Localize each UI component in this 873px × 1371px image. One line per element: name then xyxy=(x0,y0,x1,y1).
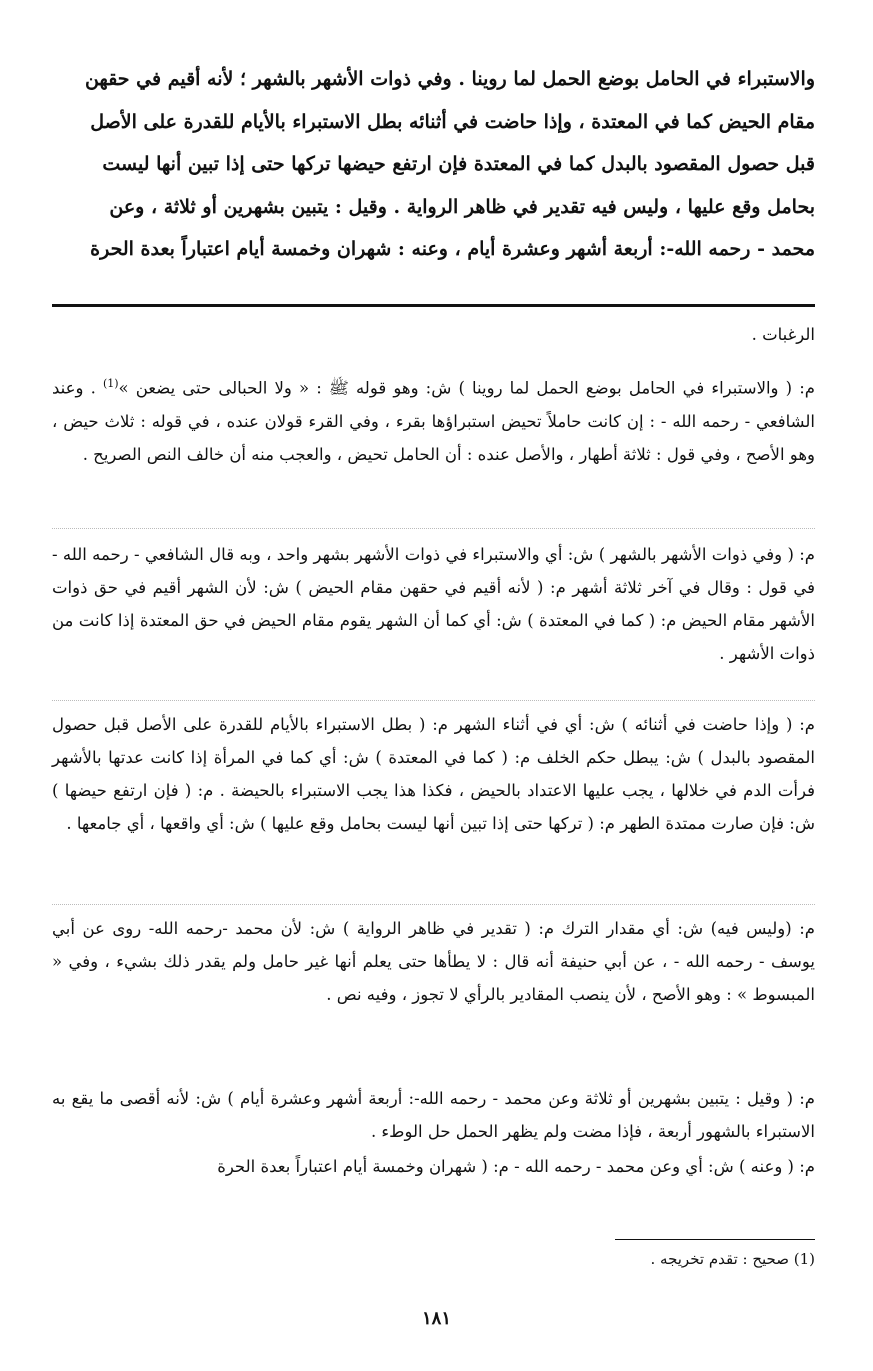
commentary-paragraph: م: ( وعنه ) ش: أي وعن محمد - رحمه الله - م: ( شهران وخمسة أيام اعتباراً بعدة الحرة xyxy=(217,1157,815,1176)
commentary-paragraph: م: ( وقيل : يتبين بشهرين أو ثلاثة وعن محمد - رحمه الله-: أربعة أشهر وعشرة أيام ) ش: لأنه أقصى ما يقع به الاستبراء بالشهور أربعة ، فإذا مضت ولم يظهر الحمل حل الوطء . xyxy=(52,1089,815,1141)
paragraph-divider xyxy=(52,528,815,529)
paragraph-divider xyxy=(52,700,815,701)
footnote-marker: (1) xyxy=(102,377,119,390)
footnote: (1) صحيح : تقدم تخريجه . xyxy=(650,1250,815,1268)
matn-line: محمد - رحمه الله-: أربعة أشهر وعشرة أيام ، وعنه : شهران وخمسة أيام اعتباراً بعدة الحرة xyxy=(90,238,815,260)
footnote-rule xyxy=(615,1239,815,1240)
commentary-text: م: ( والاستبراء في الحامل بوضع الحمل لما روينا ) ش: وهو قوله ﷺ : « ولا الحبالى حتى يضعن » xyxy=(118,378,815,398)
page-number: ١٨١ xyxy=(421,1308,451,1329)
commentary-text: . وعند الشافعي - رحمه الله - : إن كانت حاملاً تحيض استبراؤها بقرء ، وفي القرء قولان عنده ، في قوله : ثلاث حيض ، وهو الأصح ، وفي قول : ثلاثة أطهار ، والأصل عنده : أن الحامل تحيض ، والعجب منه أن خالف النص الصريح . xyxy=(52,378,815,464)
matn-line: بحامل وقع عليها ، وليس فيه تقدير في ظاهر الرواية . وقيل : يتبين بشهرين أو ثلاثة ، وعن xyxy=(109,195,815,218)
commentary-continuation: الرغبات . xyxy=(751,325,815,344)
matn-block xyxy=(52,58,815,271)
paragraph-divider xyxy=(52,904,815,905)
matn-line: والاستبراء في الحامل بوضع الحمل لما روينا . وفي ذوات الأشهر بالشهر ؛ لأنه أقيم في حقهن xyxy=(84,68,815,90)
separator-rule xyxy=(52,304,815,307)
commentary-paragraph: م: (وليس فيه) ش: أي مقدار الترك م: ( تقدير في ظاهر الرواية ) ش: لأن محمد -رحمه الله- روى عن أبي يوسف - رحمه الله - ، عن أبي حنيفة أنه قال : لا يطأها حتى يعلم أنها غير حامل ولم يقدر ذلك بشيء ، وفي « المبسوط » : وهو الأصح ، لأن ينصب المقادير بالرأي لا تجوز ، وفيه نص . xyxy=(52,919,815,1004)
commentary-paragraph: م: ( وفي ذوات الأشهر بالشهر ) ش: أي والاستبراء في ذوات الأشهر بشهر واحد ، وبه قال الشافعي - رحمه الله - في قول : وقال في آخر ثلاثة أشهر م: ( لأنه أقيم في حقهن مقام الحيض ) ش: لأن الشهر أقيم في حق ذوات الأشهر مقام الحيض م: ( كما في المعتدة ) ش: أي كما أن الشهر يقوم مقام الحيض في حق المعتدة إذا كانت من ذوات الأشهر . xyxy=(52,545,815,663)
commentary-paragraph xyxy=(52,367,815,471)
matn-line: قبل حصول المقصود بالبدل كما في المعتدة فإن ارتفع حيضها تركها حتى إذا تبين أنها ليست xyxy=(102,153,815,175)
matn-line: مقام الحيض كما في المعتدة ، وإذا حاضت في أثنائه بطل الاستبراء بالأيام للقدرة على الأصل xyxy=(90,110,815,133)
commentary-paragraph: م: ( وإذا حاضت في أثنائه ) ش: أي في أثناء الشهر م: ( بطل الاستبراء بالأيام للقدرة على الأصل قبل حصول المقصود بالبدل ) ش: يبطل حكم الخلف م: ( كما في المعتدة ) ش: أي كما في المرأة إذا كانت عدتها بالأشهر فرأت الدم في خلالها ، يجب عليها الاعتداد بالحيض ، فكذا هذا يجب الاستبراء بالحيضة . م: ( فإن ارتفع حيضها ) ش: فإن صارت ممتدة الطهر م: ( تركها حتى إذا تبين أنها ليست بحامل وقع عليها ) ش: أي واقعها ، أي جامعها . xyxy=(52,715,815,833)
